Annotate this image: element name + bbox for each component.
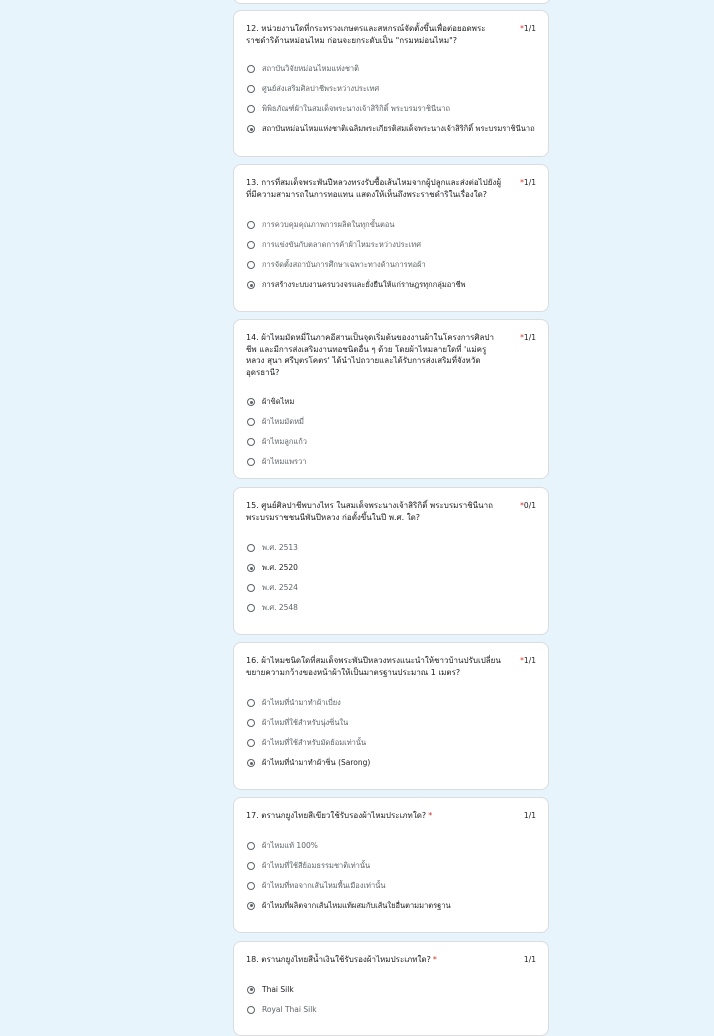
radio-circle-icon[interactable] xyxy=(247,739,255,747)
radio-option[interactable]: พ.ศ. 2513 xyxy=(246,538,536,558)
question-title: 16. ผ้าไหมชนิดใดที่สมเด็จพระพันปีหลวงทรงแนะนำให้ชาวบ้านปรับเปลี่ยนขยายความกว้างของหน้าผ้าให้เป็นมาตรฐานประมาณ 1 เมตร? xyxy=(246,656,501,677)
radio-circle-icon[interactable] xyxy=(247,544,255,552)
radio-option[interactable]: พิพิธภัณฑ์ผ้าในสมเด็จพระนางเจ้าสิริกิติ์ พระบรมราชินีนาถ xyxy=(246,99,536,119)
radio-circle-icon[interactable] xyxy=(247,699,255,707)
radio-checked-icon[interactable] xyxy=(247,759,255,767)
question-title: 18. ตรานกยูงไทยสีน้ำเงินใช้รับรองผ้าไหมประเภทใด? * xyxy=(246,955,437,964)
radio-circle-icon[interactable] xyxy=(247,65,255,73)
radio-option-selected[interactable]: การสร้างระบบงานครบวงจรและยั่งยืนให้แก่ราษฎรทุกกลุ่มอาชีพ xyxy=(246,275,536,295)
radio-checked-icon[interactable] xyxy=(247,902,255,910)
question-title: 12. หน่วยงานใดที่กระทรวงเกษตรและสหกรณ์จัดตั้งขึ้นเพื่อต่อยอดพระราชดำริด้านหม่อนไหม ก่อนจะยกระดับเป็น "กรมหม่อนไหม"? xyxy=(246,24,486,45)
radio-checked-icon[interactable] xyxy=(247,125,255,133)
question-title: 13. การที่สมเด็จพระพันปีหลวงทรงรับซื้อเส้นไหมจากผู้ปลูกและส่งต่อไปยังผู้ที่มีความสามารถในการทอแทน แสดงให้เห็นถึงพระราชดำริในเรื่องใด? xyxy=(246,178,502,199)
radio-circle-icon[interactable] xyxy=(247,842,255,850)
radio-circle-icon[interactable] xyxy=(247,604,255,612)
radio-circle-icon[interactable] xyxy=(247,241,255,249)
radio-option[interactable]: ศูนย์ส่งเสริมศิลปาชีพระหว่างประเทศ xyxy=(246,79,536,99)
radio-circle-icon[interactable] xyxy=(247,862,255,870)
radio-checked-icon[interactable] xyxy=(247,564,255,572)
radio-circle-icon[interactable] xyxy=(247,438,255,446)
radio-circle-icon[interactable] xyxy=(247,261,255,269)
radio-option[interactable]: ผ้าไหมที่ทอจากเส้นไหมพื้นเมืองเท่านั้น xyxy=(246,876,536,896)
radio-option-selected[interactable]: ผ้าขิดไหม xyxy=(246,392,536,412)
radio-option-selected[interactable]: สถาบันหม่อนไหมแห่งชาติเฉลิมพระเกียรติสมเด็จพระนางเจ้าสิริกิติ์ พระบรมราชินีนาถ xyxy=(246,119,536,139)
radio-option[interactable]: ผ้าไหมลูกแก้ว xyxy=(246,432,536,452)
radio-option[interactable]: ผ้าไหมที่ใช้สำหรับมัดย้อมเท่านั้น xyxy=(246,733,536,753)
question-title: 15. ศูนย์ศิลปาชีพบางไทร ในสมเด็จพระนางเจ้าสิริกิติ์ พระบรมราชินีนาถ พระบรมราชชนนีพันปีหลวง ก่อตั้งขึ้นในปี พ.ศ. ใด? xyxy=(246,501,493,522)
radio-option-selected[interactable]: ผ้าไหมที่ผลิตจากเส้นไหมแท้ผสมกับเส้นใยอื่นตามมาตรฐาน xyxy=(246,896,536,916)
radio-circle-icon[interactable] xyxy=(247,719,255,727)
radio-option[interactable]: การจัดตั้งสถาบันการศึกษาเฉพาะทางด้านการทอผ้า xyxy=(246,255,536,275)
question-card-16 xyxy=(233,642,549,790)
radio-option[interactable]: การแข่งขันกับตลาดการค้าผ้าไหมระหว่างประเทศ xyxy=(246,235,536,255)
previous-card-edge xyxy=(233,0,551,4)
radio-circle-icon[interactable] xyxy=(247,882,255,890)
radio-option[interactable]: การควบคุมคุณภาพการผลิตในทุกขั้นตอน xyxy=(246,215,536,235)
radio-circle-icon[interactable] xyxy=(247,221,255,229)
radio-option[interactable]: ผ้าไหมที่ใช้สีย้อมธรรมชาติเท่านั้น xyxy=(246,856,536,876)
radio-circle-icon[interactable] xyxy=(247,1006,255,1014)
question-score: 1/1 xyxy=(523,811,536,820)
question-title: 17. ตรานกยูงไทยสีเขียวใช้รับรองผ้าไหมประเภทใด? * xyxy=(246,811,433,820)
radio-checked-icon[interactable] xyxy=(247,986,255,994)
radio-circle-icon[interactable] xyxy=(247,105,255,113)
radio-circle-icon[interactable] xyxy=(247,584,255,592)
radio-circle-icon[interactable] xyxy=(247,85,255,93)
radio-option-selected[interactable]: Thai Silk xyxy=(246,980,536,1000)
radio-option[interactable]: สถาบันวิจัยหม่อนไหมแห่งชาติ xyxy=(246,59,536,79)
radio-option[interactable]: ผ้าไหมที่ใช้สำหรับนุ่งซิ่นใน xyxy=(246,713,536,733)
radio-option[interactable]: ผ้าไหมมัดหมี่ xyxy=(246,412,536,432)
question-score: *1/1 xyxy=(520,178,536,187)
radio-option[interactable]: พ.ศ. 2524 xyxy=(246,578,536,598)
radio-option[interactable]: พ.ศ. 2548 xyxy=(246,598,536,618)
radio-option-selected[interactable]: พ.ศ. 2520 xyxy=(246,558,536,578)
question-card-15 xyxy=(233,487,549,635)
question-card-17 xyxy=(233,797,549,933)
question-score: *0/1 xyxy=(520,501,536,510)
question-card-13 xyxy=(233,164,549,312)
question-card-12 xyxy=(233,10,549,157)
radio-checked-icon[interactable] xyxy=(247,281,255,289)
question-score: *1/1 xyxy=(520,333,536,342)
radio-option[interactable]: ผ้าไหมแท้ 100% xyxy=(246,836,536,856)
radio-option-selected[interactable]: ผ้าไหมที่นำมาทำผ้าซิ่น (Sarong) xyxy=(246,753,536,773)
question-card-18 xyxy=(233,941,549,1036)
radio-option[interactable]: ผ้าไหมที่นำมาทำผ้าเบี่ยง xyxy=(246,693,536,713)
question-title: 14. ผ้าไหมมัดหมี่ในภาคอีสานเป็นจุดเริ่มต้นของงานผ้าในโครงการศิลปาชีพ และมีการส่งเสริมงานทอชนิดอื่น ๆ ด้วย โดยผ้าไหมลายใดที่ 'แม่ครูหลวง สุนา ศรีบุตรโคตร' ได้นำไปถวายและได้รับการส่งเสริมที่จังหวัดอุดรธานี? xyxy=(246,333,494,377)
radio-circle-icon[interactable] xyxy=(247,418,255,426)
radio-checked-icon[interactable] xyxy=(247,398,255,406)
question-score: *1/1 xyxy=(520,24,536,33)
radio-circle-icon[interactable] xyxy=(247,458,255,466)
question-score: *1/1 xyxy=(520,656,536,665)
question-card-14 xyxy=(233,319,549,479)
radio-option[interactable]: Royal Thai Silk xyxy=(246,1000,536,1020)
question-score: 1/1 xyxy=(523,955,536,964)
radio-option[interactable]: ผ้าไหมแพรวา xyxy=(246,452,536,472)
